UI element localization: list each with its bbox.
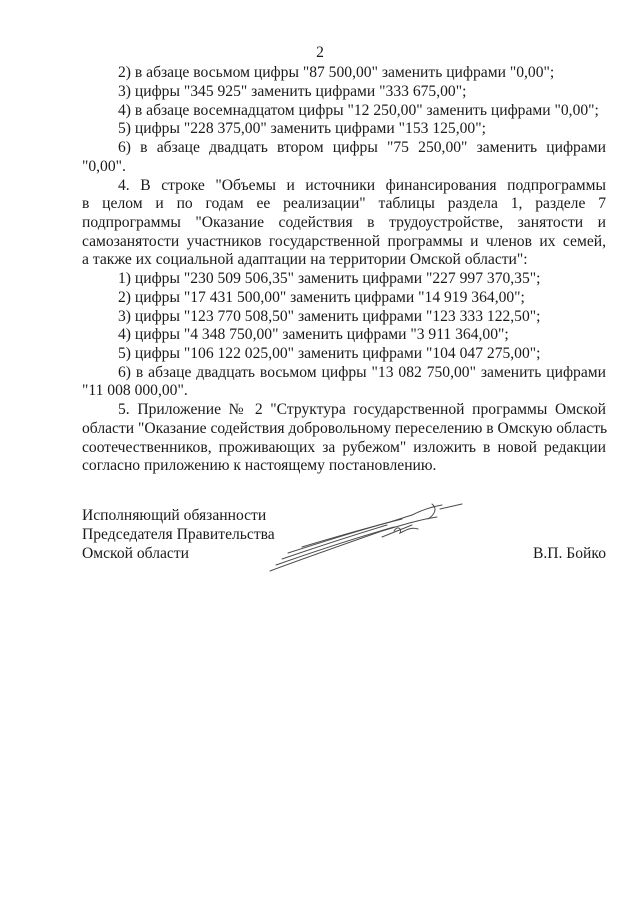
paragraph-4-line: подпрограммы "Оказание содействия в трудоустройстве, занятости и — [82, 214, 606, 231]
amendment-item: 4) цифры "4 348 750,00" заменить цифрами "3 911 364,00"; — [118, 326, 509, 343]
handwritten-signature — [262, 495, 472, 580]
amendment-item: 3) цифры "345 925" заменить цифрами "333 675,00"; — [118, 83, 467, 100]
paragraph-5-line: 5. Приложение № 2 "Структура государственной программы Омской — [118, 401, 606, 418]
amendment-item-continuation: "11 008 000,00". — [82, 382, 188, 399]
paragraph-5-line: соотечественников, проживающих за рубежом" изложить в новой редакции — [82, 439, 606, 456]
amendment-item: 2) цифры "17 431 500,00" заменить цифрами "14 919 364,00"; — [118, 289, 525, 306]
paragraph-5-line: области "Оказание содействия добровольному переселению в Омскую область — [82, 420, 608, 437]
amendment-item: 5) цифры "228 375,00" заменить цифрами "153 125,00"; — [118, 120, 486, 137]
amendment-item: 4) в абзаце восемнадцатом цифры "12 250,00" заменить цифрами "0,00"; — [118, 102, 599, 119]
signatory-position: Исполняющий обязанности — [82, 507, 267, 524]
amendment-item: 3) цифры "123 770 508,50" заменить цифрами "123 333 122,50"; — [118, 308, 541, 325]
amendment-item: 5) цифры "106 122 025,00" заменить цифрами "104 047 275,00"; — [118, 345, 541, 362]
paragraph-4-line: в целом и по годам ее реализации" таблицы раздела 1, разделе 7 — [82, 195, 606, 212]
amendment-item: 1) цифры "230 509 506,35" заменить цифрами "227 997 370,35"; — [118, 270, 541, 287]
signatory-name: В.П. Бойко — [532, 545, 606, 562]
signatory-position: Омской области — [82, 545, 190, 562]
amendment-item: 2) в абзаце восьмом цифры "87 500,00" заменить цифрами "0,00"; — [118, 64, 555, 81]
amendment-item: 6) в абзаце двадцать восьмом цифры "13 082 750,00" заменить цифрами — [118, 364, 606, 381]
page-number: 2 — [316, 44, 324, 61]
paragraph-4-line: 4. В строке "Объемы и источники финансирования подпрограммы — [118, 177, 606, 194]
paragraph-4-line: самозанятости участников государственной программы и членов их семей, — [82, 233, 606, 250]
paragraph-4-line: а также их социальной адаптации на территории Омской области": — [82, 251, 528, 268]
amendment-item: 6) в абзаце двадцать втором цифры "75 250,00" заменить цифрами — [118, 139, 606, 156]
signatory-position: Председателя Правительства — [82, 526, 275, 543]
paragraph-5-line: согласно приложению к настоящему постановлению. — [82, 457, 437, 474]
amendment-item-continuation: "0,00". — [82, 158, 126, 175]
